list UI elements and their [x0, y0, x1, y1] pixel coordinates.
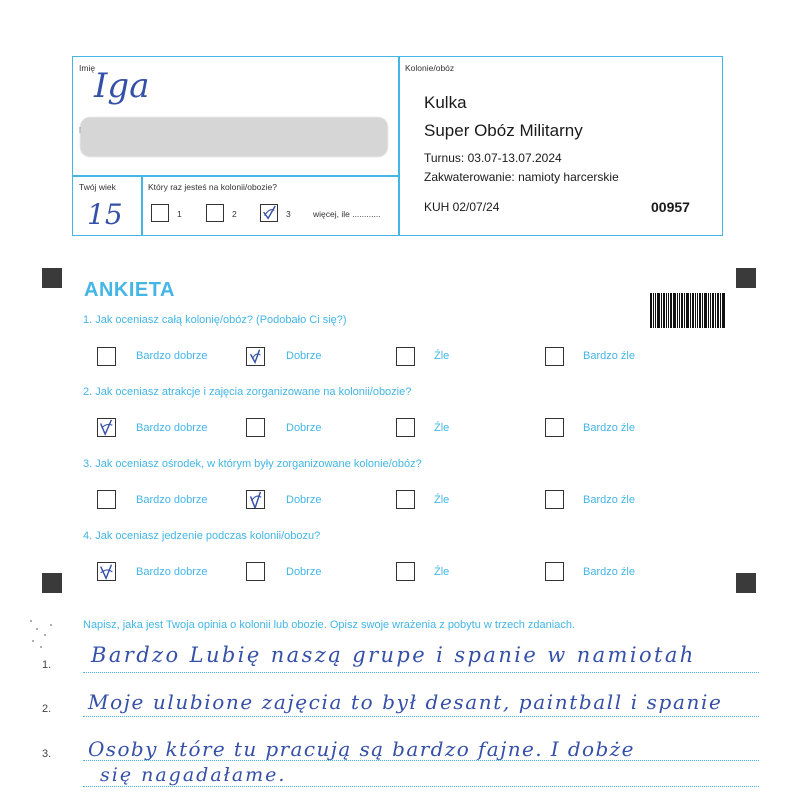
- opinion-line-3-number: 3.: [42, 748, 52, 760]
- q1-option-2-checkbox[interactable]: [246, 347, 265, 366]
- turnus-label: Turnus:: [424, 151, 465, 165]
- times-option-1-label: 1: [177, 209, 182, 219]
- q3-option-4-checkbox[interactable]: [545, 490, 564, 509]
- barcode-bar: [717, 293, 719, 328]
- camp-title: Super Obóz Militarny: [424, 121, 583, 140]
- barcode-image: [650, 293, 726, 328]
- q3-option-1-label: Bardzo dobrze: [136, 494, 208, 506]
- barcode-bar: [702, 293, 703, 328]
- q3-option-3-checkbox[interactable]: [396, 490, 415, 509]
- q1-option-2-label: Dobrze: [286, 350, 322, 362]
- barcode-bar: [695, 293, 696, 328]
- q3-option-2-checkbox[interactable]: [246, 490, 265, 509]
- barcode-bar: [699, 293, 701, 328]
- barcode-bar: [708, 293, 709, 328]
- barcode-bar: [655, 293, 656, 328]
- registration-mark-bottom-right: [736, 573, 756, 593]
- times-option-3-label: 3: [286, 209, 291, 219]
- q3-option-4-label: Bardzo źle: [583, 494, 635, 506]
- age-divider: [141, 175, 143, 236]
- q4-option-2-checkbox[interactable]: [246, 562, 265, 581]
- turnus-row: [424, 151, 562, 165]
- times-option-2-label: 2: [232, 209, 237, 219]
- camp-name: Kulka: [424, 93, 467, 112]
- barcode-bar: [681, 293, 683, 328]
- times-checkbox-1[interactable]: [151, 204, 169, 222]
- name-handwritten: Iga: [94, 66, 150, 106]
- barcode-bar: [684, 293, 685, 328]
- barcode-bar: [666, 293, 667, 328]
- checkmark-icon: [261, 205, 277, 221]
- barcode-bar: [697, 293, 698, 328]
- question-3-text: 3. Jak oceniasz ośrodek, w którym były zorganizowane kolonie/obóz?: [83, 458, 422, 470]
- accommodation-value: namioty harcerskie: [518, 170, 619, 184]
- opinion-line-2-number: 2.: [42, 703, 52, 715]
- q1-option-3-checkbox[interactable]: [396, 347, 415, 366]
- q2-option-2-checkbox[interactable]: [246, 418, 265, 437]
- times-label: Który raz jesteś na kolonii/obozie?: [148, 182, 277, 192]
- q3-option-1-checkbox[interactable]: [97, 490, 116, 509]
- q1-option-1-label: Bardzo dobrze: [136, 350, 208, 362]
- q4-option-3-checkbox[interactable]: [396, 562, 415, 581]
- q1-option-1-checkbox[interactable]: [97, 347, 116, 366]
- q4-option-1-label: Bardzo dobrze: [136, 566, 208, 578]
- form-number: 00957: [651, 199, 690, 215]
- age-handwritten: 15: [87, 198, 123, 231]
- header-divider-vertical: [398, 56, 400, 236]
- opinion-line-2-handwritten: Moje ulubione zajęcia to był desant, paintball i spanie: [88, 690, 723, 714]
- q4-option-4-label: Bardzo źle: [583, 566, 635, 578]
- q2-option-3-label: Źle: [434, 422, 450, 434]
- registration-mark-top-right: [736, 268, 756, 288]
- barcode-bar: [686, 293, 689, 328]
- name-label: Imię: [79, 63, 96, 73]
- scan-speckle: [50, 624, 52, 626]
- checkmark-icon: [98, 563, 115, 580]
- barcode-bar: [715, 293, 716, 328]
- q2-option-1-label: Bardzo dobrze: [136, 422, 208, 434]
- registration-mark-bottom-left: [42, 573, 62, 593]
- q4-option-4-checkbox[interactable]: [545, 562, 564, 581]
- barcode-bar: [679, 293, 680, 328]
- scan-speckle: [40, 646, 42, 648]
- opinion-line-1: [83, 672, 759, 673]
- barcode-bar: [657, 293, 660, 328]
- accommodation-row: [424, 170, 619, 184]
- scan-speckle: [32, 640, 34, 642]
- opinion-prompt: Napisz, jaka jest Twoja opinia o kolonii lub obozie. Opisz swoje wrażenia z pobytu w trzech zdaniach.: [83, 619, 575, 631]
- q1-option-4-checkbox[interactable]: [545, 347, 564, 366]
- q3-option-2-label: Dobrze: [286, 494, 322, 506]
- registration-mark-top-left: [42, 268, 62, 288]
- scan-speckle: [30, 620, 32, 622]
- header-divider-horizontal: [72, 175, 399, 177]
- camp-label: Kolonie/obóz: [405, 63, 455, 73]
- opinion-line-1-handwritten: Bardzo Lubię naszą grupe i spanie w namiotah: [91, 643, 696, 667]
- opinion-line-1-number: 1.: [42, 659, 52, 671]
- barcode-bar: [670, 293, 672, 328]
- barcode-bar: [663, 293, 665, 328]
- opinion-line-3-handwritten: Osoby które tu pracują są bardzo fajne. I dobże: [88, 737, 635, 761]
- barcode-bar: [712, 293, 714, 328]
- q3-option-3-label: Źle: [434, 494, 450, 506]
- barcode-bar: [661, 293, 662, 328]
- barcode-bar: [653, 293, 654, 328]
- q4-option-2-label: Dobrze: [286, 566, 322, 578]
- barcode-bar: [690, 293, 691, 328]
- q4-option-1-checkbox[interactable]: [97, 562, 116, 581]
- times-checkbox-2[interactable]: [206, 204, 224, 222]
- question-2-text: 2. Jak oceniasz atrakcje i zajęcia zorganizowane na kolonii/obozie?: [83, 386, 412, 398]
- q2-option-2-label: Dobrze: [286, 422, 322, 434]
- barcode-bar: [677, 293, 678, 328]
- question-1-text: 1. Jak oceniasz całą kolonię/obóz? (Podobało Ci się?): [83, 314, 347, 326]
- q2-option-4-label: Bardzo źle: [583, 422, 635, 434]
- turnus-value: 03.07-13.07.2024: [467, 151, 562, 165]
- q2-option-3-checkbox[interactable]: [396, 418, 415, 437]
- checkmark-icon: [247, 348, 264, 365]
- question-4-text: 4. Jak oceniasz jedzenie podczas kolonii/obozu?: [83, 530, 321, 542]
- barcode-bar: [710, 293, 711, 328]
- q2-option-4-checkbox[interactable]: [545, 418, 564, 437]
- q1-option-4-label: Bardzo źle: [583, 350, 635, 362]
- q1-option-3-label: Źle: [434, 350, 450, 362]
- opinion-line-3-continuation: [83, 786, 759, 787]
- barcode-bar: [650, 293, 652, 328]
- opinion-line-3-continuation-handwritten: się nagadałame.: [100, 764, 287, 786]
- barcode-bar: [704, 293, 707, 328]
- opinion-line-2: [83, 716, 759, 717]
- scan-speckle: [36, 628, 38, 630]
- checkmark-icon: [98, 419, 115, 436]
- q2-option-1-checkbox[interactable]: [97, 418, 116, 437]
- accommodation-label: Zakwaterowanie:: [424, 170, 515, 184]
- scan-speckle: [44, 634, 46, 636]
- q4-option-3-label: Źle: [434, 566, 450, 578]
- times-more-label: więcej, ile ............: [313, 209, 381, 219]
- times-checkbox-3[interactable]: [260, 204, 278, 222]
- redacted-surname: [80, 117, 388, 157]
- barcode-bar: [668, 293, 669, 328]
- barcode-bar: [722, 293, 725, 328]
- barcode-bar: [673, 293, 676, 328]
- survey-title: ANKIETA: [84, 279, 175, 301]
- camp-code: KUH 02/07/24: [424, 200, 500, 214]
- barcode-bar: [692, 293, 694, 328]
- barcode-bar: [720, 293, 721, 328]
- checkmark-icon: [247, 491, 264, 508]
- age-label: Twój wiek: [79, 182, 116, 192]
